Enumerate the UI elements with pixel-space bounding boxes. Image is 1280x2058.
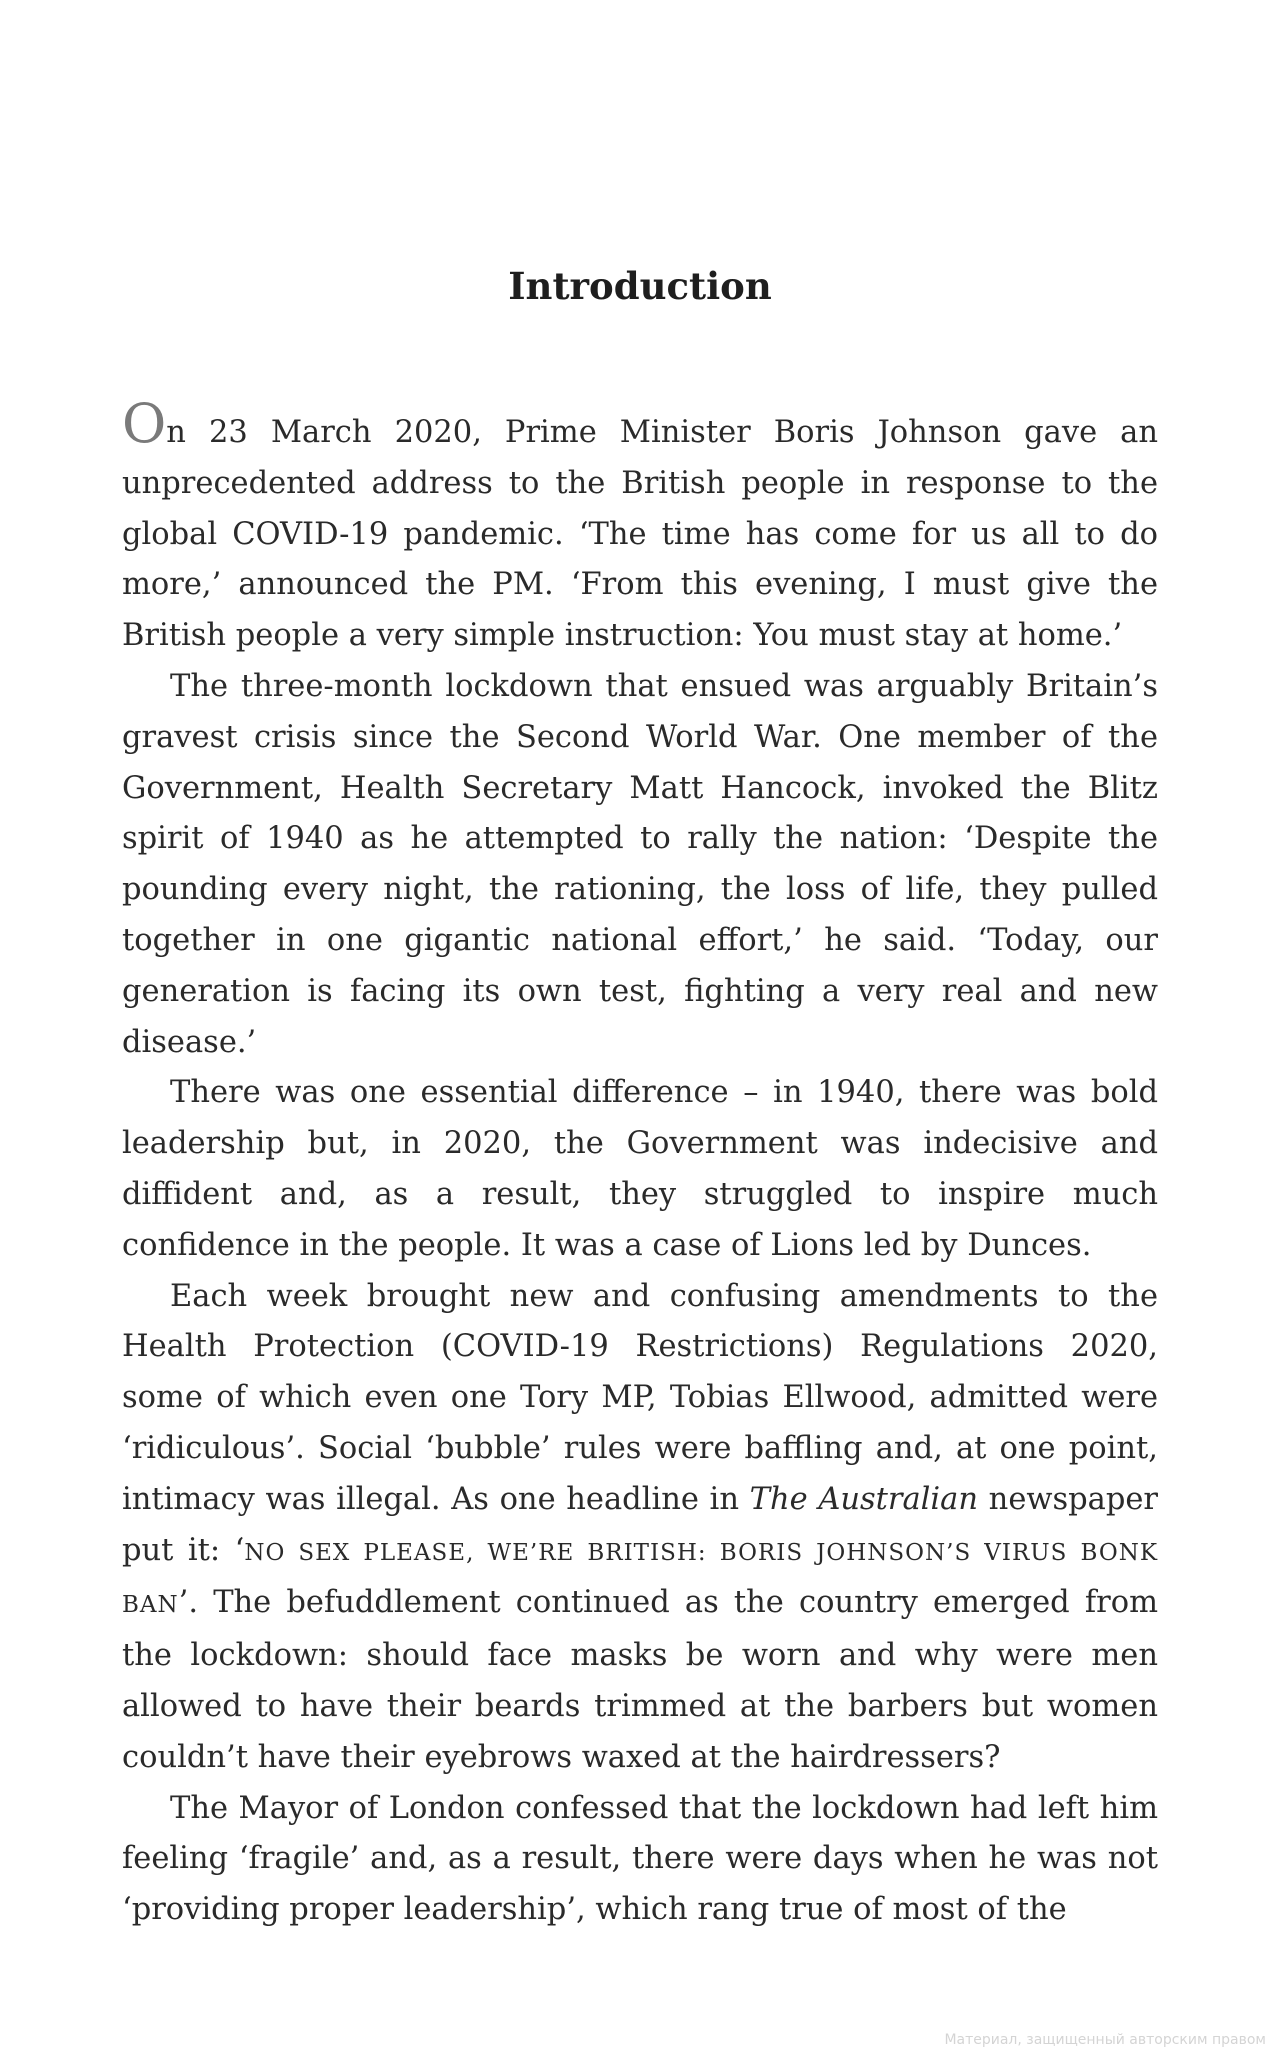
paragraph-5: The Mayor of London confessed that the lockdown had left him feeling ‘fragile’ and, as a result, there were days when he was not ‘providing proper leadership’, which rang true of most of the [122, 1790, 1158, 1928]
drop-cap: O [122, 392, 167, 455]
chapter-body [122, 392, 1159, 1936]
paragraph-1-text: n 23 March 2020, Prime Minister Boris Johnson gave an unprecedented address to the British people in response to the global COVID-19 pandemic. ‘The time has come for us all to do more,’ announced the PM. ‘From this evening, I must give the British people a very simple instruction: You must stay at home.’ [122, 415, 1158, 654]
paragraph-4-text-b: newspaper put it: ‘ [122, 1481, 1158, 1568]
paragraph-2: The three-month lockdown that ensued was arguably Britain’s gravest crisis since the Second World War. One member of the Government, Health Secretary Matt Hancock, invoked the Blitz spirit of 1940 as he attempted to rally the nation: ‘Despite the pounding every night, the rationing, the loss of life, they pulled together in one gigantic national effort,’ he said. ‘Today, our generation is facing its own test, fighting a very real and new disease.’ [122, 668, 1158, 1060]
newspaper-title: The Australian [749, 1481, 979, 1517]
paragraph-4-text-c: ’. The befuddlement continued as the country emerged from the lockdown: should face masks be worn and why were men allowed to have their beards trimmed at the barbers but women couldn’t have their eyebrows waxed at the hairdressers? [122, 1585, 1158, 1775]
headline-quote: NO SEX PLEASE, WE’RE BRITISH: BORIS JOHNSON’S VIRUS BONK BAN [122, 1539, 1159, 1619]
paragraph-3: There was one essential difference – in 1940, there was bold leadership but, in 2020, the Government was indecisive and diffident and, as a result, they struggled to inspire much confidence in the people. It was a case of Lions led by Dunces. [122, 1075, 1158, 1263]
paragraph-1 [122, 392, 1158, 662]
paragraph-4 [122, 1272, 1158, 1784]
paragraph-4-text-a: Each week brought new and confusing amendments to the Health Protection (COVID-19 Restrictions) Regulations 2020, some of which even one Tory MP, Tobias Ellwood, admitted were ‘ridiculous’. Social ‘bubble’ rules were baffling and, at one point, intimacy was illegal. As one headline in [122, 1278, 1158, 1517]
chapter-title: Introduction [508, 264, 772, 308]
copyright-watermark: Материал, защищенный авторским правом [944, 2032, 1266, 2048]
